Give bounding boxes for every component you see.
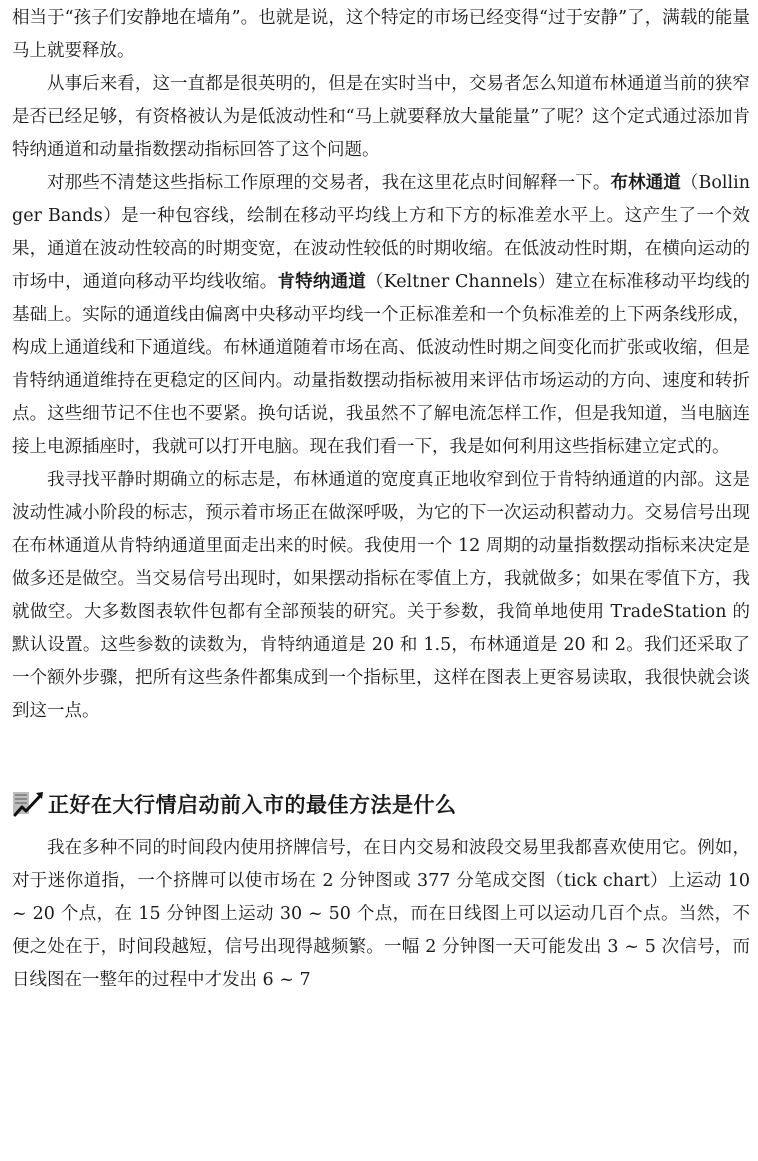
text-run: 从事后来看，这一直都是很英明的，但是在实时当中，交易者怎么知道布林通道当前的狭窄是否已经足够，有资格被认为是低波动性和“马上就要释放大量能量”了呢？这个定式通过添加肯特纳通道和动量指数摆动指标回答了这个问题。 [12, 74, 750, 160]
section-spacer [12, 728, 750, 782]
bold-term: 肯特纳通道 [277, 272, 366, 292]
text-run: 我寻找平静时期确立的标志是，布林通道的宽度真正地收窄到位于肯特纳通道的内部。这是波动性减小阶段的标志，预示着市场正在做深呼吸，为它的下一次运动积蓄动力。交易信号出现在布林通道从肯特纳通道里面走出来的时候。我使用一个 12 周期的动量指数摆动指标来决定是做多还是做空。当交易信号出现时，如果摆动指标在零值上方，我就做多；如果在零值下方，我就做空。大多数图表软件包都有全部预装的研究。关于参数，我简单地使用 TradeStation 的默认设置。这些参数的读数为，肯特纳通道是 20 和 1.5，布林通道是 20 和 2。我们还采取了一个额外步骤，把所有这些条件都集成到一个指标里，这样在图表上更容易读取，我很快就会谈到这一点。 [12, 470, 750, 721]
trend-chart-icon [12, 789, 44, 819]
text-run: 相当于“孩子们安静地在墙角”。也就是说，这个特定的市场已经变得“过于安静”了，满载的能量马上就要释放。 [12, 8, 750, 61]
text-run: 对那些不清楚这些指标工作原理的交易者，我在这里花点时间解释一下。 [47, 173, 611, 193]
paragraph [12, 167, 750, 464]
paragraph [12, 464, 750, 728]
section-heading [12, 782, 750, 826]
text-run: 我在多种不同的时间段内使用挤牌信号，在日内交易和波段交易里我都喜欢使用它。例如，对于迷你道指，一个挤牌可以使市场在 2 分钟图或 377 分笔成交图（tick chart）上运动 10 ~ 20 个点，在 15 分钟图上运动 30 ~ 50 个点，而在日线图上可以运动几百个点。当然，不便之处在于，时间段越短，信号出现得越频繁。一幅 2 分钟图一天可能发出 3 ~ 5 次信号，而日线图在一整年的过程中才发出 6 ~ 7 [12, 838, 750, 990]
body-text-top [12, 2, 750, 728]
text-run: （Bollinger Bands）是一种包容线，绘制在移动平均线上方和下方的标准差水平上。这产生了一个效果，通道在波动性较高的时期变宽，在波动性较低的时期收缩。在低波动性时期，在横向运动的市场中，通道向移动平均线收缩。 [12, 173, 750, 292]
section-title: 正好在大行情启动前入市的最佳方法是什么 [48, 793, 457, 817]
paragraph [12, 68, 750, 167]
text-run: （Keltner Channels）建立在标准移动平均线的基础上。实际的通道线由偏离中央移动平均线一个正标准差和一个负标准差的上下两条线形成，构成上通道线和下通道线。布林通道随着市场在高、低波动性时期之间变化而扩张或收缩，但是肯特纳通道维持在更稳定的区间内。动量指数摆动指标被用来评估市场运动的方向、速度和转折点。这些细节记不住也不要紧。换句话说，我虽然不了解电流怎样工作，但是我知道，当电脑连接上电源插座时，我就可以打开电脑。现在我们看一下，我是如何利用这些指标建立定式的。 [12, 272, 751, 457]
paragraph [12, 2, 750, 68]
page-body [12, 0, 750, 997]
paragraph [12, 832, 750, 997]
body-text-bottom [12, 832, 750, 997]
bold-term: 布林通道 [610, 173, 681, 193]
